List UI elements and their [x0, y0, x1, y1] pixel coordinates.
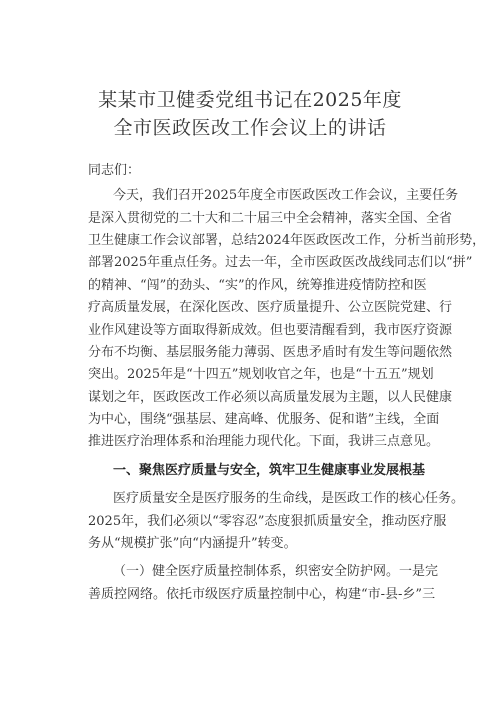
salutation: 同志们：: [88, 163, 141, 178]
body-line: 部署2025年重点任务。过去一年，全市医政医改战线同志们以“拼”: [88, 255, 473, 270]
body-line: 谋划之年，医政医改工作必须以高质量发展为主题，以人民健康: [88, 390, 453, 405]
section-1-line: 2025年，我们必须以“零容忍”态度狠抓质量安全，推动医疗服: [88, 514, 447, 529]
section-1-line: 医疗质量安全是医疗服务的生命线，是医政工作的核心任务。: [113, 491, 465, 506]
body-line: 的精神、“闯”的劲头、“实”的作风，统筹推进疫情防控和医: [88, 278, 427, 293]
subsection-1-line: 善质控网络。依托市级医疗质量控制中心，构建“市-县-乡”三: [88, 587, 436, 602]
body-line: 业作风建设等方面取得新成效。但也要清醒看到，我市医疗资源: [88, 323, 453, 338]
body-line: 分布不均衡、基层服务能力薄弱、医患矛盾时有发生等问题依然: [88, 345, 453, 360]
body-line: 推进医疗治理体系和治理能力现代化。下面，我讲三点意见。: [88, 434, 440, 449]
body-line: 为中心，围绕“强基层、建高峰、优服务、促和谐”主线，全面: [88, 412, 440, 427]
body-line: 突出。2025年是“十四五”规划收官之年，也是“十五五”规划: [88, 367, 434, 382]
document-title-line-2: 全市医政医改工作会议上的讲话: [113, 117, 387, 139]
body-line: 疗高质量发展，在深化医改、医疗质量提升、公立医院党建、行: [88, 300, 453, 315]
body-line: 今天，我们召开2025年度全市医政医改工作会议，主要任务: [113, 188, 459, 203]
body-line: 是深入贯彻党的二十大和二十届三中全会精神，落实全国、全省: [88, 211, 453, 226]
subsection-1-line: （一）健全医疗质量控制体系，织密安全防护网。一是完: [113, 564, 439, 579]
section-1-line: 务从“规模扩张”向“内涵提升”转变。: [88, 536, 297, 551]
document-title-line-1: 某某市卫健委党组书记在2025年度: [98, 89, 402, 111]
body-line: 卫生健康工作会议部署，总结2024年医政医改工作，分析当前形势，: [88, 233, 486, 248]
section-heading-1: 一、聚焦医疗质量与安全，筑牢卫生健康事业发展根基: [113, 463, 426, 478]
